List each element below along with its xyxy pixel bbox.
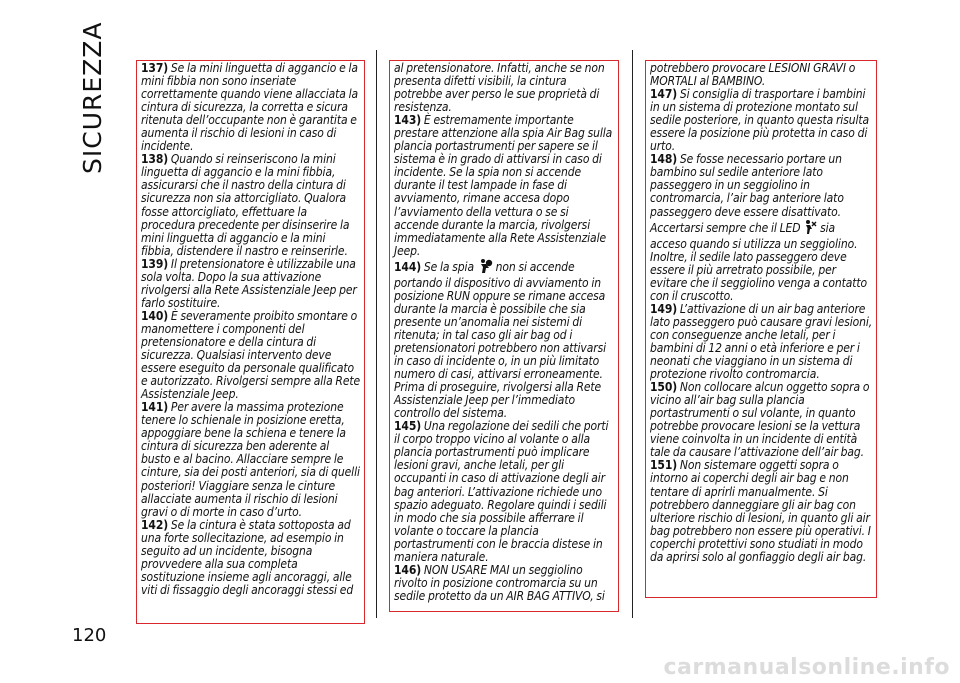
warning-item-146 (394, 564, 615, 603)
item-text: Per avere la massima protezione tenere lo schienale in posizione eretta, appoggiare bene la schiena e tenere la cintura di sicurezza ben aderente al busto e al bacino. Allacciare sempre le cinture, sia dei posti anteriori, sia di quelli posteriori! Viaggiare senza le cinture allacciate aumenta il rischio di lesioni gravi o di morte in caso d’urto. (141, 400, 360, 519)
item-text: Se la cintura è stata sottoposta ad una forte sollecitazione, ad esempio in seguito ad un incidente, bisogna provvedere alla sua completa sostituzione insieme agli ancoraggi, alle viti di fissaggio degli ancoraggi stessi ed (141, 517, 354, 597)
item-text: L’attivazione di un air bag anteriore lato passeggero può causare gravi lesioni, con conseguenze anche letali, per i bambini di 12 anni o età inferiore e per i neonati che viaggiano in un sistema di protezione rivolto contromarcia. (650, 301, 873, 382)
item-number: 138) (141, 152, 169, 167)
warning-item (141, 310, 361, 401)
warning-item-144 (394, 258, 615, 421)
warning-item-150 (650, 381, 873, 459)
item-number: 148) (650, 152, 678, 167)
item-number: 139) (141, 256, 169, 271)
item-number: 144) (394, 259, 422, 274)
item-text: Quando si reinseriscono la mini linguetta di aggancio e la mini fibbia, assicurarsi che il nastro della cintura di sicurezza non sia attorcigliato. Qualora fosse attorcigliato, effettuare la procedura precedente per disinserire la mini linguetta di aggancio e la mini fibbia, distendere il nastro e reinserirle. (141, 152, 350, 258)
item-number: 137) (141, 61, 169, 75)
airbag-warning-icon (477, 258, 493, 277)
warning-item-145 (394, 420, 615, 564)
item-text: Una regolazione dei sedili che porti il corpo troppo vicino al volante o alla plancia portastrumenti può implicare lesioni gravi, anche letali, per gli occupanti in caso di attivazione degli air bag anteriori. L’attivazione richiede uno spazio adeguato. Regolare quindi i sedili in modo che sia possibile afferrare il volante o toccare la plancia portastrumenti con le braccia distese in maniera naturale. (394, 419, 609, 564)
warning-item-147 (650, 88, 873, 153)
warning-item (141, 62, 361, 153)
item-text: Se fosse necessario portare un bambino sul sedile anteriore lato passeggero in un seggiolino in contromarcia, l’air bag anteriore lato passeggero deve essere disattivato. (650, 152, 844, 219)
column-divider (376, 50, 377, 618)
item-number: 150) (650, 380, 678, 395)
item-number: 142) (141, 517, 169, 532)
continued-text: al pretensionatore. Infatti, anche se non presenta difetti visibili, la cintura potrebbe aver perso le sue proprietà di resistenza. (394, 61, 605, 115)
item-text: Il pretensionatore è utilizzabile una sola volta. Dopo la sua attivazione rivolgersi alla Rete Assistenziale Jeep per farlo sostituire. (141, 256, 357, 310)
page-number: 120 (72, 625, 107, 646)
warning-box-column-2 (389, 60, 619, 612)
warning-item-148 (650, 153, 873, 218)
warning-item (141, 519, 361, 597)
warning-item-143 (394, 114, 615, 258)
warning-item-149 (650, 303, 873, 381)
item-text: Non collocare alcun oggetto sopra o vicino all’air bag sulla plancia portastrumenti o sul volante, in quanto potrebbe provocare lesioni se la vettura viene coinvolta in un incidente di entità tale da causare l’attivazione dell’air bag. (650, 380, 870, 460)
item-text: non si accende portando il dispositivo di avviamento in posizione RUN oppure se rimane accesa durante la marcia è possibile che sia presente un’anomalia nei sistemi di ritenuta; in tal caso gli air bag od i pretensionatori potrebbero non attivarsi in caso di incidente o, in un più limitato numero di casi, attivarsi erroneamente. Prima di proseguire, rivolgersi alla Rete Assistenziale Jeep per l’immediato controllo del sistema. (394, 259, 606, 421)
watermark: carmanualsonline.info (663, 655, 950, 680)
warning-item (141, 401, 361, 518)
item-text: NON USARE MAI un seggiolino rivolto in posizione contromarcia su un sedile protetto da un AIR BAG ATTIVO, si (394, 562, 605, 603)
item-text: Non sistemare oggetti sopra o intorno ai coperchi degli air bag e non tentare di aprirli manualmente. Si potrebbero danneggiare gli air bag con ulteriore rischio di lesioni, in quanto gli air bag potrebbero non essere più operativi. I coperchi protettivi sono studiati in modo da aprirsi solo al gonfiaggio degli air bag. (650, 458, 871, 564)
item-text: È estremamente importante prestare attenzione alla spia Air Bag sulla plancia portastrumenti per sapere se il sistema è in grado di attivarsi in caso di incidente. Se la spia non si accende durante il test lampade in fase di avviamento, rimane accesa dopo l’avviamento della vettura o se si accende durante la marcia, rivolgersi immediatamente alla Rete Assistenziale Jeep. (394, 113, 613, 258)
item-text: Accertarsi sempre che il LED (650, 220, 801, 235)
warning-item (141, 258, 361, 310)
section-title: SICUREZZA (78, 21, 107, 174)
warning-box-column-1 (136, 60, 365, 624)
continued-text: potrebbero provocare LESIONI GRAVI o MORTALI al BAMBINO. (650, 61, 856, 89)
item-number: 145) (394, 419, 422, 434)
item-number: 149) (650, 301, 678, 316)
passenger-airbag-off-icon (803, 219, 817, 238)
item-text: sia acceso quando si utilizza un seggiolino. Inoltre, il sedile lato passeggero deve essere il più arretrato possibile, per evitare che il seggiolino venga a contatto con il cruscotto. (650, 220, 868, 303)
warning-item (141, 153, 361, 257)
warning-item-148-continued (650, 219, 873, 303)
item-number: 146) (394, 562, 422, 577)
item-text: È severamente proibito smontare o manomettere i componenti del pretensionatore e della cintura di sicurezza. Qualsiasi intervento deve essere eseguito da personale qualificato e autorizzato. Rivolgersi sempre alla Rete Assistenziale Jeep. (141, 308, 361, 402)
item-number: 141) (141, 400, 169, 415)
item-text: Si consiglia di trasportare i bambini in un sistema di protezione montato sul sedile posteriore, in quanto questa risulta essere la posizione più protetta in caso di urto. (650, 87, 870, 154)
item-number: 140) (141, 308, 169, 323)
item-text: Se la spia (423, 259, 474, 274)
warning-item-151 (650, 459, 873, 563)
item-number: 151) (650, 458, 678, 473)
item-text: Se la mini linguetta di aggancio e la mini fibbia non sono inseriate correttamente quando viene allacciata la cintura di sicurezza, la corretta e sicura ritenuta dell’occupante non è garantita e aumenta il rischio di lesioni in caso di incidente. (141, 61, 359, 154)
column-divider (632, 50, 633, 618)
warning-box-column-3 (645, 60, 877, 598)
item-number: 147) (650, 87, 678, 102)
item-number: 143) (394, 113, 422, 128)
